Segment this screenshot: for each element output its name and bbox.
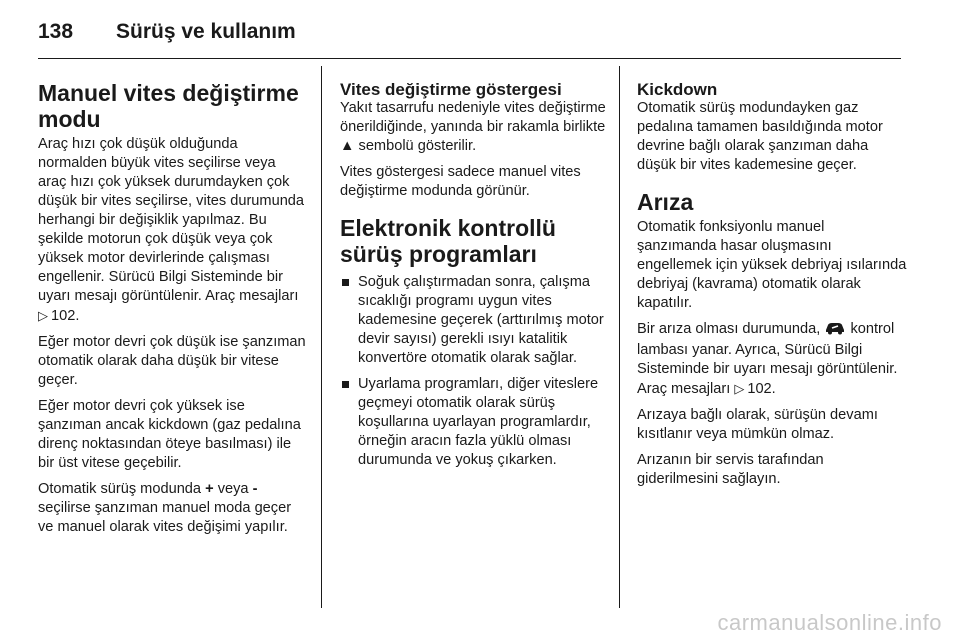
bullet-square-icon	[342, 279, 349, 286]
paragraph-text: kontrol lambası yanar. Ayrıca, Sürücü Bilgi Sisteminde bir uyarı mesajı görüntülenir. Araç mesajları	[637, 321, 898, 397]
list-item	[340, 273, 610, 368]
heading-electronic-programs: Elektronik kontrollü sürüş programları	[340, 215, 556, 267]
column-1	[38, 80, 308, 544]
header-rule	[38, 58, 901, 59]
column-divider-1	[321, 66, 322, 608]
list-item-text: Soğuk çalıştırmadan sonra, çalışma sıcaklığı programı uygun vites kademesine geçerek (arttırılmış motor devir sayısı) gerekli ısıyı katalitik konvertöre otomatik olarak sağlar.	[358, 274, 604, 366]
heading-manual-mode: Manuel vites değiştirme modu	[38, 80, 299, 132]
paragraph-text: Otomatik sürüş modunda	[38, 481, 202, 497]
column-2	[340, 80, 610, 477]
paragraph-text: Yakıt tasarrufu nedeniyle vites değiştirme önerildiğinde, yanında bir rakamla birlikte	[340, 100, 606, 135]
paragraph	[637, 320, 907, 399]
bullet-square-icon	[342, 381, 349, 388]
list-item-text: Uyarlama programları, diğer viteslere geçmeyi otomatik olarak sürüş koşullarına uyarlayan programlardır, örneğin aracın fazla yüklü olması durumunda ve yokuş çıkarken.	[358, 376, 599, 468]
paragraph: Arızaya bağlı olarak, sürüşün devamı kısıtlanır veya mümkün olmaz.	[637, 407, 878, 442]
minus-symbol: -	[252, 481, 258, 497]
column-divider-2	[619, 66, 620, 608]
paragraph-text: sembolü gösterilir.	[358, 138, 477, 154]
paragraph: Eğer motor devri çok yüksek ise şanzıman ancak kickdown (gaz pedalına direnç noktasından öteye basılması) ile bir üst vitese geçebilir.	[38, 398, 301, 471]
watermark: carmanualsonline.info	[717, 610, 942, 635]
bullet-list	[340, 273, 610, 470]
page-reference-arrow-icon: ▷	[38, 308, 48, 323]
paragraph: Otomatik fonksiyonlu manuel şanzımanda hasar oluşmasını engellemek için yüksek debriyaj ısılarında debriyaj (kavrama) otomatik olarak kapatılır.	[637, 219, 907, 311]
paragraph: Arızanın bir servis tarafından giderilmesini sağlayın.	[637, 452, 824, 487]
paragraph: Eğer motor devri çok düşük ise şanzıman otomatik olarak daha düşük bir vitese geçer.	[38, 334, 306, 388]
car-wrench-warning-icon	[824, 321, 846, 341]
shift-up-triangle-icon: ▲	[340, 138, 355, 154]
paragraph	[38, 480, 308, 537]
paragraph	[38, 135, 308, 326]
page-reference-link[interactable]: 102.	[747, 381, 776, 397]
column-3	[637, 80, 907, 496]
plus-symbol: +	[205, 481, 214, 497]
paragraph: Otomatik sürüş modundayken gaz pedalına tamamen basıldığında motor devrine bağlı olarak şanzıman daha düşük bir vites kademesine geçer.	[637, 100, 883, 173]
paragraph-text: veya	[217, 481, 249, 497]
heading-kickdown: Kickdown	[637, 80, 718, 99]
paragraph-text: Bir arıza olması durumunda,	[637, 321, 821, 337]
page-reference-arrow-icon: ▷	[734, 381, 745, 396]
paragraph-text: Araç hızı çok düşük olduğunda normalden büyük vites seçilirse veya araç hızı çok yüksek durumdayken çok düşük bir vites seçilirse, vites durumunda herhangi bir değişiklik yapılmaz. Bu şekilde motorun çok düşük veya çok yüksek motor devirlerinde çalışması engellenir. Sürücü Bilgi Sisteminde bir uyarı mesajı görüntülenir. Araç mesajları	[38, 136, 305, 304]
page-number: 138	[38, 20, 74, 43]
section-title: Sürüş ve kullanım	[116, 20, 296, 43]
paragraph: Vites göstergesi sadece manuel vites değiştirme modunda görünür.	[340, 164, 581, 199]
paragraph	[340, 99, 610, 156]
list-item	[340, 375, 610, 470]
paragraph-text: seçilirse şanzıman manuel moda geçer ve manuel olarak vites değişimi yapılır.	[38, 500, 292, 535]
page-reference-link[interactable]: 102.	[51, 308, 80, 324]
page-header	[38, 20, 296, 50]
heading-fault: Arıza	[637, 189, 694, 215]
heading-shift-indicator: Vites değiştirme göstergesi	[340, 80, 562, 99]
